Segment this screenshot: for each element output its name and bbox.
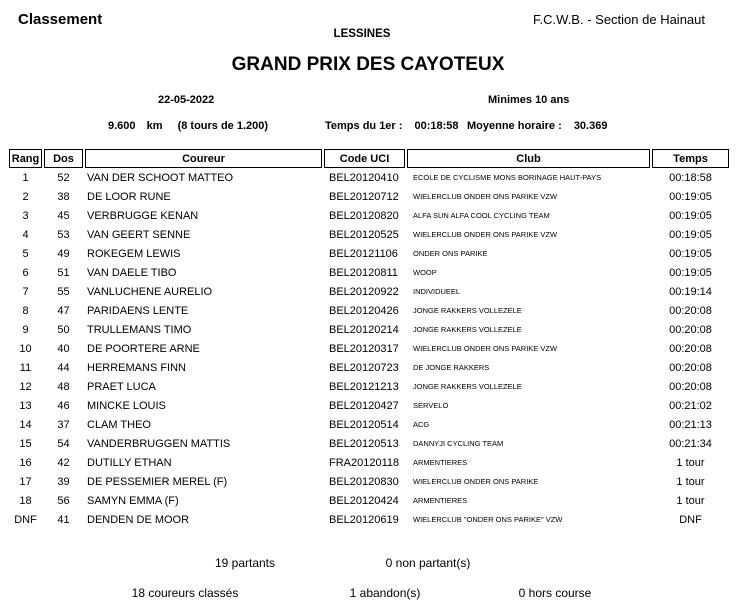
race-category: Minimes 10 ans: [488, 94, 570, 106]
average-speed-value: 30.369: [573, 120, 608, 132]
cell-code-uci: FRA20120118: [329, 456, 400, 469]
cell-coureur: VANLUCHENE AURELIO: [87, 285, 213, 298]
cell-dos: 45: [57, 209, 70, 222]
cell-coureur: MINCKE LOUIS: [87, 399, 166, 412]
first-time-label: Temps du 1er :: [325, 120, 403, 132]
table-row: [9, 339, 729, 358]
cell-dos: 55: [57, 285, 70, 298]
column-header-club: Club: [407, 149, 650, 168]
average-speed: [467, 120, 607, 132]
cell-club: INDIVIDUEEL: [413, 287, 461, 296]
cell-coureur: DE LOOR RUNE: [87, 190, 171, 203]
cell-club: ACG: [413, 420, 430, 429]
cell-rang: 11: [19, 361, 32, 374]
cell-rang: 13: [19, 399, 32, 412]
cell-dos: 52: [57, 171, 70, 184]
table-row: [9, 206, 729, 225]
cell-temps: 00:19:05: [669, 247, 712, 260]
column-header-dos: Dos: [44, 149, 83, 168]
cell-rang: 8: [22, 304, 29, 317]
first-time: [325, 120, 459, 132]
distance-value: 9.600: [108, 120, 136, 132]
cell-dos: 42: [57, 456, 70, 469]
cell-rang: 6: [22, 266, 29, 279]
starters-count: 19 partants: [214, 556, 276, 570]
cell-rang: 14: [19, 418, 32, 431]
table-row: [9, 244, 729, 263]
cell-temps: 00:19:05: [669, 266, 712, 279]
cell-temps: 00:19:14: [669, 285, 712, 298]
race-distance: [108, 120, 268, 132]
average-speed-label: Moyenne horaire :: [467, 120, 562, 132]
cell-rang: 7: [22, 285, 29, 298]
cell-temps: 00:19:05: [669, 228, 712, 241]
cell-club: ALFA SUN ALFA COOL CYCLING TEAM: [413, 211, 550, 220]
cell-club: ONDER ONS PARIKE: [413, 249, 488, 258]
cell-code-uci: BEL20121213: [329, 380, 399, 393]
cell-club: WIELERCLUB ONDER ONS PARIKE VZW: [413, 230, 558, 239]
cell-code-uci: BEL20120820: [329, 209, 399, 222]
cell-dos: 54: [57, 437, 70, 450]
cell-coureur: HERREMANS FINN: [87, 361, 187, 374]
cell-code-uci: BEL20120712: [329, 190, 399, 203]
cell-coureur: PARIDAENS LENTE: [87, 304, 189, 317]
cell-temps: 00:19:05: [669, 209, 712, 222]
cell-dos: 39: [57, 475, 70, 488]
results-table-header: [9, 149, 729, 168]
cell-rang: 2: [22, 190, 29, 203]
table-row: [9, 225, 729, 244]
cell-dos: 51: [57, 266, 70, 279]
cell-dos: 38: [57, 190, 70, 203]
cell-code-uci: BEL20120214: [329, 323, 399, 336]
cell-temps: 00:21:34: [669, 437, 712, 450]
table-row: [9, 472, 729, 491]
cell-rang: DNF: [14, 513, 37, 526]
cell-club: DE JONGE RAKKERS: [413, 363, 490, 372]
cell-club: WIELERCLUB ONDER ONS PARIKE: [413, 477, 539, 486]
cell-code-uci: BEL20120424: [329, 494, 399, 507]
out-of-race-count: 0 hors course: [518, 586, 592, 600]
cell-code-uci: BEL20120811: [329, 266, 398, 279]
laps-info: (8 tours de 1.200): [177, 120, 269, 132]
cell-temps: 00:20:08: [669, 323, 712, 336]
cell-dos: 56: [57, 494, 70, 507]
cell-temps: 00:21:13: [669, 418, 712, 431]
cell-dos: 46: [57, 399, 70, 412]
cell-club: JONGE RAKKERS VOLLEZELE: [413, 325, 522, 334]
column-header-code-uci: Code UCI: [324, 149, 405, 168]
race-title: GRAND PRIX DES CAYOTEUX: [231, 54, 505, 75]
table-row: [9, 510, 729, 529]
cell-temps: 00:20:08: [669, 380, 712, 393]
classified-count: 18 coureurs classés: [131, 586, 239, 600]
table-row: [9, 377, 729, 396]
cell-coureur: CLAM THEO: [87, 418, 151, 431]
cell-temps: 1 tour: [676, 456, 705, 469]
table-row: [9, 453, 729, 472]
table-row: [9, 491, 729, 510]
cell-code-uci: BEL20120619: [329, 513, 399, 526]
cell-code-uci: BEL20120426: [329, 304, 399, 317]
results-table: [7, 149, 731, 529]
federation-name: F.C.W.B. - Section de Hainaut: [533, 12, 705, 27]
first-time-value: 00:18:58: [414, 120, 459, 132]
cell-coureur: PRAET LUCA: [87, 380, 156, 393]
cell-code-uci: BEL20120514: [329, 418, 399, 431]
cell-club: WIELERCLUB ONDER ONS PARIKE VZW: [413, 192, 558, 201]
cell-dos: 37: [57, 418, 70, 431]
cell-coureur: DE PESSEMIER MEREL (F): [87, 475, 228, 488]
cell-club: DANNYJI CYCLING TEAM: [413, 439, 504, 448]
cell-code-uci: BEL20121106: [329, 247, 398, 260]
cell-coureur: VAN DER SCHOOT MATTEO: [87, 171, 234, 184]
cell-coureur: VANDERBRUGGEN MATTIS: [87, 437, 231, 450]
cell-temps: 00:19:05: [669, 190, 712, 203]
cell-code-uci: BEL20120525: [329, 228, 399, 241]
cell-coureur: ROKEGEM LEWIS: [87, 247, 181, 260]
cell-coureur: VAN GEERT SENNE: [87, 228, 191, 241]
cell-code-uci: BEL20120427: [329, 399, 399, 412]
table-row: [9, 358, 729, 377]
cell-temps: 00:18:58: [669, 171, 712, 184]
cell-rang: 1: [22, 171, 29, 184]
cell-dos: 50: [57, 323, 70, 336]
cell-club: ARMENTIERES: [413, 458, 468, 467]
cell-dos: 48: [57, 380, 70, 393]
cell-code-uci: BEL20120922: [329, 285, 399, 298]
cell-club: WIELERCLUB "ONDER ONS PARIKE" VZW: [413, 515, 563, 524]
cell-rang: 18: [19, 494, 32, 507]
cell-temps: DNF: [679, 513, 702, 526]
cell-rang: 9: [22, 323, 29, 336]
cell-code-uci: BEL20120317: [329, 342, 399, 355]
cell-club: WOOP: [413, 268, 437, 277]
cell-coureur: DE POORTERE ARNE: [87, 342, 200, 355]
cell-coureur: VAN DAELE TIBO: [87, 266, 177, 279]
cell-temps: 1 tour: [676, 494, 705, 507]
non-starters-count: 0 non partant(s): [385, 556, 471, 570]
cell-coureur: VERBRUGGE KENAN: [87, 209, 199, 222]
cell-club: ECOLE DE CYCLISME MONS BORINAGE HAUT-PAYS: [413, 173, 602, 182]
cell-code-uci: BEL20120723: [329, 361, 399, 374]
cell-temps: 00:20:08: [669, 342, 712, 355]
column-header-coureur: Coureur: [85, 149, 322, 168]
table-row: [9, 434, 729, 453]
column-header-rang: Rang: [9, 149, 42, 168]
column-header-temps: Temps: [652, 149, 729, 168]
cell-rang: 15: [19, 437, 32, 450]
cell-coureur: TRULLEMANS TIMO: [87, 323, 192, 336]
cell-club: SERVELO: [413, 401, 449, 410]
cell-code-uci: BEL20120513: [329, 437, 399, 450]
cell-coureur: SAMYN EMMA (F): [87, 494, 179, 507]
table-row: [9, 282, 729, 301]
cell-club: JONGE RAKKERS VOLLEZELE: [413, 382, 522, 391]
cell-coureur: DENDEN DE MOOR: [87, 513, 190, 526]
cell-dos: 41: [57, 513, 70, 526]
cell-temps: 00:20:08: [669, 304, 712, 317]
cell-club: ARMENTIERES: [413, 496, 468, 505]
table-row: [9, 301, 729, 320]
cell-rang: 3: [22, 209, 29, 222]
page-title: Classement: [18, 11, 103, 28]
cell-temps: 00:20:08: [669, 361, 712, 374]
cell-dos: 44: [57, 361, 70, 374]
cell-temps: 1 tour: [676, 475, 705, 488]
table-row: [9, 396, 729, 415]
cell-dos: 49: [57, 247, 70, 260]
cell-dos: 40: [57, 342, 70, 355]
cell-temps: 00:21:02: [669, 399, 712, 412]
distance-unit: km: [146, 120, 163, 132]
cell-club: WIELERCLUB ONDER ONS PARIKE VZW: [413, 344, 558, 353]
cell-dos: 47: [57, 304, 70, 317]
cell-rang: 4: [22, 228, 29, 241]
cell-code-uci: BEL20120830: [329, 475, 399, 488]
race-date: 22-05-2022: [158, 94, 215, 106]
cell-dos: 53: [57, 228, 70, 241]
table-row: [9, 415, 729, 434]
race-location: LESSINES: [333, 28, 391, 40]
abandons-count: 1 abandon(s): [349, 586, 421, 600]
cell-coureur: DUTILLY ETHAN: [87, 456, 172, 469]
table-row: [9, 168, 729, 187]
cell-rang: 5: [22, 247, 29, 260]
cell-code-uci: BEL20120410: [329, 171, 399, 184]
cell-rang: 10: [19, 342, 32, 355]
table-row: [9, 263, 729, 282]
cell-rang: 17: [19, 475, 32, 488]
cell-club: JONGE RAKKERS VOLLEZELE: [413, 306, 522, 315]
cell-rang: 12: [19, 380, 32, 393]
cell-rang: 16: [19, 456, 32, 469]
table-row: [9, 187, 729, 206]
table-row: [9, 320, 729, 339]
